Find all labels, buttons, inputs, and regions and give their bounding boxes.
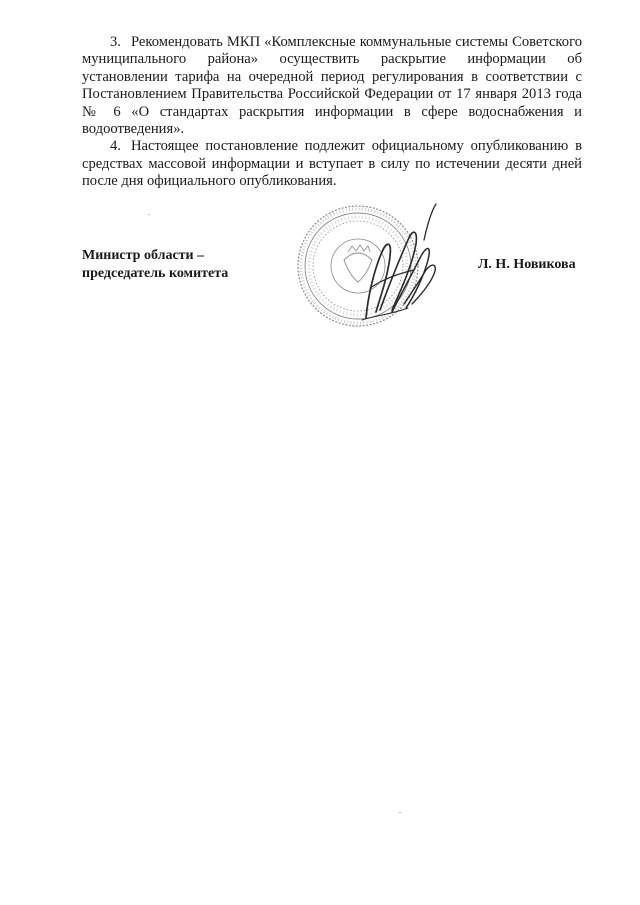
paragraph-number: 3. xyxy=(110,34,121,50)
paragraph-4 xyxy=(82,138,582,190)
signatory-title-line1: Министр области – xyxy=(82,248,205,263)
paragraph-text: Настоящее постановление подлежит официальному опубликованию в средствах массовой информации и вступает в силу по истечении десяти дней после дня официального опубликования. xyxy=(82,138,582,190)
document-body xyxy=(82,34,582,191)
seal-icon xyxy=(296,200,446,332)
paragraph-3 xyxy=(82,34,582,138)
paragraph-text: Рекомендовать МКП «Комплексные коммунальные системы Советского муниципального района» осуществить раскрытие информации об установлении тарифа на очередной период регулирования в соответствии с Постановлением Правительства Российской Федерации от 17 января 2013 года № 6 «О стандартах раскрытия информации в сфере водоснабжения и водоотведения». xyxy=(82,34,582,138)
signatory-title-line2: председатель комитета xyxy=(82,266,229,281)
signatory-name: Л. Н. Новикова xyxy=(478,257,576,272)
scan-speck xyxy=(148,214,150,215)
signatory-title xyxy=(82,247,228,283)
official-seal-and-signature xyxy=(296,200,446,332)
paragraph-number: 4. xyxy=(110,138,121,155)
scan-speck xyxy=(399,812,401,813)
